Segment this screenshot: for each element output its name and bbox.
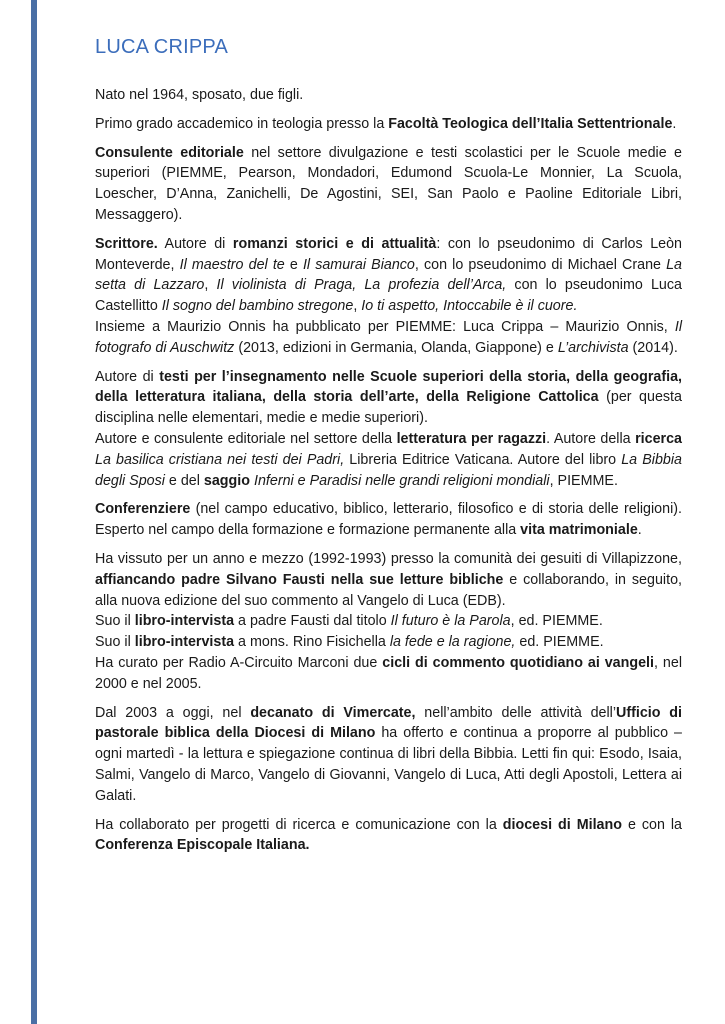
paragraph-school-texts: Autore di testi per l’insegnamento nelle Scuole superiori della storia, della geografia, della letteratura italiana, della storia dell’arte, della Religione Cattolica (per questa disciplina nelle elementari, medie e medie superiori). — [95, 368, 682, 427]
paragraph-youth-literature: Autore e consulente editoriale nel settore della letteratura per ragazzi. Autore della ricerca La basilica cristiana nei testi dei Padri, Libreria Editrice Vaticana. Autore del libro La Bibbia degli Sposi e del saggio Inferni e Paradisi nelle grandi religioni mondiali, PIEMME. — [95, 430, 682, 489]
paragraph-interview-fausti: Suo il libro-intervista a padre Fausti dal titolo Il futuro è la Parola, ed. PIEMME. — [95, 613, 603, 630]
left-margin-rule — [31, 0, 37, 1024]
paragraph-editorial-consultant: Consulente editoriale nel settore divulgazione e testi scolastici per le Scuole medie e superiori (PIEMME, Pearson, Mondadori, Edumond Scuola-Le Monnier, La Scuola, Loescher, D’Anna, Zanichelli, De Agostini, SEI, San Paolo e Paoline Editoriale Libri, Messaggero). — [95, 144, 682, 223]
paragraph-vimercate: Dal 2003 a oggi, nel decanato di Vimercate, nell’ambito delle attività dell’Ufficio di pastorale biblica della Diocesi di Milano ha offerto e continua a proporre al pubblico – ogni martedì - la lettura e spiegazione continua di libri della Bibbia. Letti fin qui: Esodo, Isaia, Salmi, Vangelo di Marco, Vangelo di Giovanni, Vangelo di Luca, Atti degli Apostoli, Lettera ai Galati. — [95, 704, 683, 804]
paragraph-lecturer: Conferenziere (nel campo educativo, biblico, letterario, filosofico e di storia delle religioni). Esperto nel campo della formazione e formazione permanente alla vita matrimoniale. — [95, 501, 682, 539]
document-page — [95, 36, 682, 864]
paragraph-jesuits: Ha vissuto per un anno e mezzo (1992-1993) presso la comunità dei gesuiti di Villapizzone, affiancando padre Silvano Fausti nella sue letture bibliche e collaborando, in seguito, alla nuova edizione del suo commento al Vangelo di Luca (EDB). — [95, 550, 682, 609]
paragraph-birth: Nato nel 1964, sposato, due figli. — [95, 87, 304, 103]
paragraph-onnis-books: Insieme a Maurizio Onnis ha pubblicato per PIEMME: Luca Crippa – Maurizio Onnis, Il fotografo di Auschwitz (2013, edizioni in Germania, Olanda, Giappone) e L’archivista (2014). — [95, 318, 682, 356]
paragraph-interview-fisichella: Suo il libro-intervista a mons. Rino Fisichella la fede e la ragione, ed. PIEMME. — [95, 634, 604, 651]
paragraph-radio: Ha curato per Radio A-Circuito Marconi due cicli di commento quotidiano ai vangeli, nel 2000 e nel 2005. — [95, 654, 683, 692]
paragraph-writer: Scrittore. Autore di romanzi storici e di attualità: con lo pseudonimo di Carlos Leòn Monteverde, Il maestro del te e Il samurai Bianco, con lo pseudonimo di Michael Crane La setta di Lazzaro, Il violinista di Praga, La profezia dell’Arca, con lo pseudonimo Luca Castellitto Il sogno del bambino stregone, Io ti aspetto, Intoccabile è il cuore. — [95, 235, 683, 315]
paragraph-education: Primo grado accademico in teologia presso la Facoltà Teologica dell’Italia Settentrionale. — [95, 115, 677, 132]
paragraph-collaborations: Ha collaborato per progetti di ricerca e comunicazione con la diocesi di Milano e con la Conferenza Episcopale Italiana. — [95, 816, 683, 854]
page-title: LUCA CRIPPA — [95, 36, 228, 58]
